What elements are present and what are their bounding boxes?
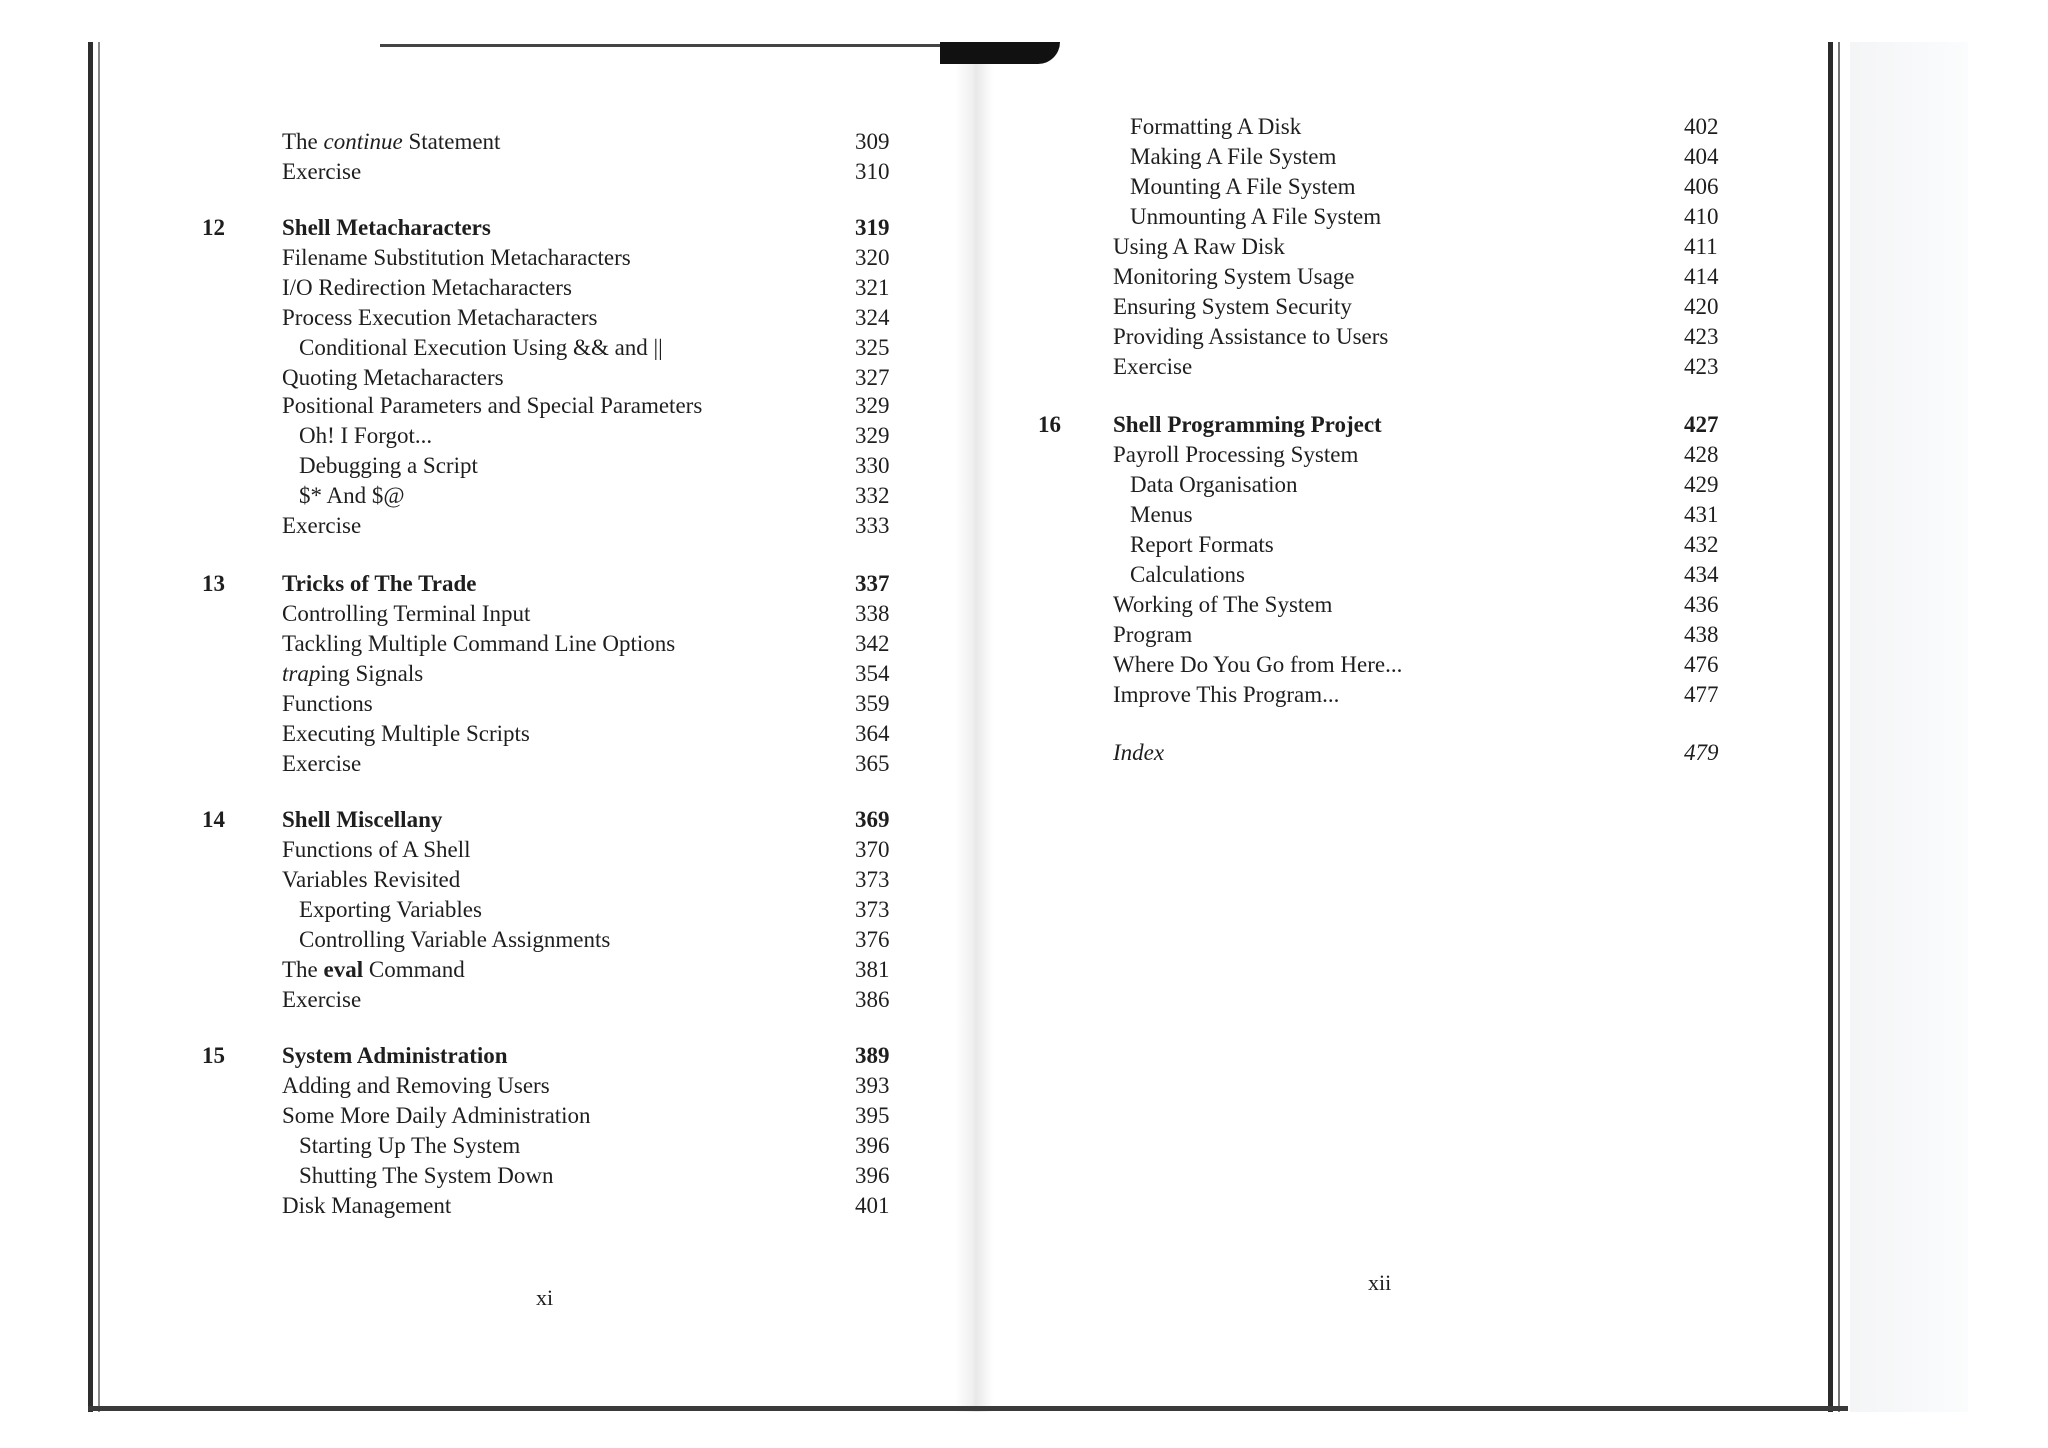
toc-entry xyxy=(1130,173,1356,201)
toc-entry xyxy=(1113,353,1192,381)
book-gutter xyxy=(955,42,993,1412)
entry-text: Process Execution Metacharacters xyxy=(282,305,598,330)
entry-text: Exercise xyxy=(1113,354,1193,379)
entry-text: Oh! I Forgot... xyxy=(299,423,433,448)
toc-entry xyxy=(282,690,373,718)
toc-entry xyxy=(1130,471,1298,499)
entry-text: Command xyxy=(363,957,465,982)
page-reference: 401 xyxy=(855,1193,890,1218)
book-left-edge-inner xyxy=(98,42,100,1412)
entry-text: Controlling Variable Assignments xyxy=(299,927,611,952)
chapter-title xyxy=(282,214,491,242)
entry-text: ing Signals xyxy=(320,661,424,686)
page-reference: 321 xyxy=(855,275,890,300)
toc-entry xyxy=(1113,739,1164,767)
page-number-right: xii xyxy=(1368,1270,1392,1295)
entry-text: Functions xyxy=(282,691,373,716)
page-reference: 393 xyxy=(855,1073,890,1098)
page-reference: 324 xyxy=(855,305,890,330)
entry-text: Exercise xyxy=(282,751,362,776)
entry-text: I/O Redirection Metacharacters xyxy=(282,275,572,300)
entry-text: Formatting A Disk xyxy=(1130,114,1302,139)
entry-text: Filename Substitution Metacharacters xyxy=(282,245,631,270)
toc-entry xyxy=(1113,293,1352,321)
page-reference: 337 xyxy=(855,571,890,596)
entry-text: Starting Up The System xyxy=(299,1133,521,1158)
page-reference: 477 xyxy=(1684,682,1719,707)
toc-entry xyxy=(282,630,675,658)
chapter-title xyxy=(282,806,442,834)
book-spine-shadow xyxy=(940,42,1060,64)
toc-entry xyxy=(282,1192,451,1220)
toc-entry xyxy=(1130,501,1193,529)
entry-text: Unmounting A File System xyxy=(1130,204,1382,229)
page-reference: 438 xyxy=(1684,622,1719,647)
page-reference: 411 xyxy=(1684,234,1718,259)
entry-text: $* And $@ xyxy=(299,483,405,508)
entry-text-bold: eval xyxy=(323,957,364,982)
entry-text: Disk Management xyxy=(282,1193,452,1218)
entry-text: Calculations xyxy=(1130,562,1245,587)
entry-text: Variables Revisited xyxy=(282,867,461,892)
entry-text: Mounting A File System xyxy=(1130,174,1356,199)
entry-text: Exercise xyxy=(282,513,362,538)
page-reference: 338 xyxy=(855,601,890,626)
chapter-number: 15 xyxy=(202,1043,225,1068)
entry-text-italic: Index xyxy=(1113,740,1165,765)
toc-entry xyxy=(299,482,405,510)
toc-entry xyxy=(282,600,530,628)
toc-entry xyxy=(1113,621,1192,649)
page-reference: 428 xyxy=(1684,442,1719,467)
page-reference: 320 xyxy=(855,245,890,270)
toc-entry xyxy=(1113,233,1285,261)
entry-text: Conditional Execution Using && and || xyxy=(299,335,663,360)
toc-entry xyxy=(1113,651,1402,679)
entry-text: Exporting Variables xyxy=(299,897,482,922)
entry-text: Shell Miscellany xyxy=(282,807,443,832)
toc-entry xyxy=(299,926,610,954)
page-reference: 333 xyxy=(855,513,890,538)
chapter-title xyxy=(282,570,476,598)
entry-text: Quoting Metacharacters xyxy=(282,365,504,390)
page-reference: 420 xyxy=(1684,294,1719,319)
page-reference: 431 xyxy=(1684,502,1719,527)
toc-entry xyxy=(282,274,572,302)
entry-text: Making A File System xyxy=(1130,144,1337,169)
page-reference: 404 xyxy=(1684,144,1719,169)
entry-text: Working of The System xyxy=(1113,592,1333,617)
entry-text-pre: The xyxy=(282,957,324,982)
entry-text: Positional Parameters and Special Parameters xyxy=(282,393,703,418)
toc-entry xyxy=(1113,323,1388,351)
entry-text: Program xyxy=(1113,622,1193,647)
entry-text: Exercise xyxy=(282,987,362,1012)
page-reference: 329 xyxy=(855,423,890,448)
entry-text: Some More Daily Administration xyxy=(282,1103,591,1128)
entry-text: Using A Raw Disk xyxy=(1113,234,1285,259)
entry-text-italic: continue xyxy=(323,129,403,154)
toc-entry xyxy=(282,986,361,1014)
toc-entry xyxy=(282,866,460,894)
toc-entry xyxy=(282,1072,550,1100)
toc-entry xyxy=(299,896,482,924)
page-reference: 476 xyxy=(1684,652,1719,677)
page-reference: 319 xyxy=(855,215,890,240)
toc-entry xyxy=(299,334,663,362)
page-reference: 479 xyxy=(1684,740,1719,765)
chapter-number: 13 xyxy=(202,571,225,596)
entry-text: Debugging a Script xyxy=(299,453,478,478)
page-reference: 369 xyxy=(855,807,890,832)
toc-entry xyxy=(282,720,530,748)
toc-entry xyxy=(1130,561,1245,589)
entry-text: Improve This Program... xyxy=(1113,682,1340,707)
toc-entry xyxy=(299,422,432,450)
toc-entry xyxy=(282,956,465,984)
page-reference: 309 xyxy=(855,129,890,154)
page-reference: 410 xyxy=(1684,204,1719,229)
toc-entry xyxy=(299,1132,520,1160)
page-reference: 327 xyxy=(855,365,890,390)
page-reference: 414 xyxy=(1684,264,1719,289)
chapter-title xyxy=(1113,411,1382,439)
toc-entry xyxy=(1130,531,1274,559)
right-margin xyxy=(1850,42,1968,1412)
page-reference: 429 xyxy=(1684,472,1719,497)
chapter-number: 16 xyxy=(1038,412,1061,437)
entry-text: Tricks of The Trade xyxy=(282,571,477,596)
entry-text: Exercise xyxy=(282,159,362,184)
entry-text-italic: trap xyxy=(282,661,321,686)
entry-text: System Administration xyxy=(282,1043,508,1068)
page-reference: 436 xyxy=(1684,592,1719,617)
page-reference: 373 xyxy=(855,867,890,892)
toc-entry xyxy=(282,660,423,688)
page-reference: 402 xyxy=(1684,114,1719,139)
entry-text: Monitoring System Usage xyxy=(1113,264,1355,289)
book-right-edge xyxy=(1828,42,1833,1412)
entry-text: Providing Assistance to Users xyxy=(1113,324,1389,349)
page-reference: 396 xyxy=(855,1163,890,1188)
book-left-edge xyxy=(88,42,93,1412)
page-number-left: xi xyxy=(536,1285,554,1310)
page-reference: 365 xyxy=(855,751,890,776)
page-reference: 432 xyxy=(1684,532,1719,557)
toc-entry xyxy=(282,836,471,864)
entry-text: Adding and Removing Users xyxy=(282,1073,550,1098)
toc-entry xyxy=(1113,591,1332,619)
entry-text-pre: The xyxy=(282,129,324,154)
page-reference: 396 xyxy=(855,1133,890,1158)
chapter-title xyxy=(282,1042,508,1070)
page-reference: 427 xyxy=(1684,412,1719,437)
book-top-edge xyxy=(380,44,940,47)
entry-text: Statement xyxy=(402,129,501,154)
entry-text: Shell Metacharacters xyxy=(282,215,491,240)
toc-entry xyxy=(1113,263,1355,291)
toc-entry xyxy=(282,392,702,420)
toc-entry xyxy=(282,244,631,272)
toc-entry xyxy=(1113,441,1358,469)
page-reference: 406 xyxy=(1684,174,1719,199)
page-reference: 423 xyxy=(1684,354,1719,379)
toc-entry xyxy=(282,158,361,186)
toc-entry xyxy=(282,512,361,540)
page-reference: 423 xyxy=(1684,324,1719,349)
chapter-number: 14 xyxy=(202,807,225,832)
page-reference: 395 xyxy=(855,1103,890,1128)
page-reference: 376 xyxy=(855,927,890,952)
page-reference: 354 xyxy=(855,661,890,686)
book-right-edge-inner xyxy=(1838,42,1840,1412)
entry-text: Executing Multiple Scripts xyxy=(282,721,530,746)
page-reference: 329 xyxy=(855,393,890,418)
toc-entry xyxy=(1113,681,1339,709)
entry-text: Report Formats xyxy=(1130,532,1274,557)
toc-entry xyxy=(282,128,500,156)
page-reference: 370 xyxy=(855,837,890,862)
entry-text: Shell Programming Project xyxy=(1113,412,1382,437)
page-reference: 364 xyxy=(855,721,890,746)
entry-text: Functions of A Shell xyxy=(282,837,471,862)
entry-text: Tackling Multiple Command Line Options xyxy=(282,631,676,656)
page-reference: 342 xyxy=(855,631,890,656)
page-reference: 310 xyxy=(855,159,890,184)
toc-entry xyxy=(299,452,478,480)
page-reference: 325 xyxy=(855,335,890,360)
page-reference: 389 xyxy=(855,1043,890,1068)
page-reference: 381 xyxy=(855,957,890,982)
book-bottom-edge xyxy=(88,1406,1848,1411)
toc-entry xyxy=(282,750,361,778)
toc-entry xyxy=(282,1102,591,1130)
entry-text: Where Do You Go from Here... xyxy=(1113,652,1403,677)
entry-text: Shutting The System Down xyxy=(299,1163,554,1188)
toc-entry xyxy=(299,1162,554,1190)
page-reference: 330 xyxy=(855,453,890,478)
toc-entry xyxy=(1130,113,1301,141)
toc-entry xyxy=(282,364,504,392)
page-reference: 332 xyxy=(855,483,890,508)
page-reference: 359 xyxy=(855,691,890,716)
toc-entry xyxy=(1130,203,1381,231)
entry-text: Payroll Processing System xyxy=(1113,442,1359,467)
entry-text: Data Organisation xyxy=(1130,472,1298,497)
entry-text: Menus xyxy=(1130,502,1193,527)
toc-entry xyxy=(1130,143,1336,171)
entry-text: Controlling Terminal Input xyxy=(282,601,531,626)
entry-text: Ensuring System Security xyxy=(1113,294,1352,319)
toc-entry xyxy=(282,304,597,332)
page-reference: 434 xyxy=(1684,562,1719,587)
page-reference: 373 xyxy=(855,897,890,922)
chapter-number: 12 xyxy=(202,215,225,240)
page-reference: 386 xyxy=(855,987,890,1012)
